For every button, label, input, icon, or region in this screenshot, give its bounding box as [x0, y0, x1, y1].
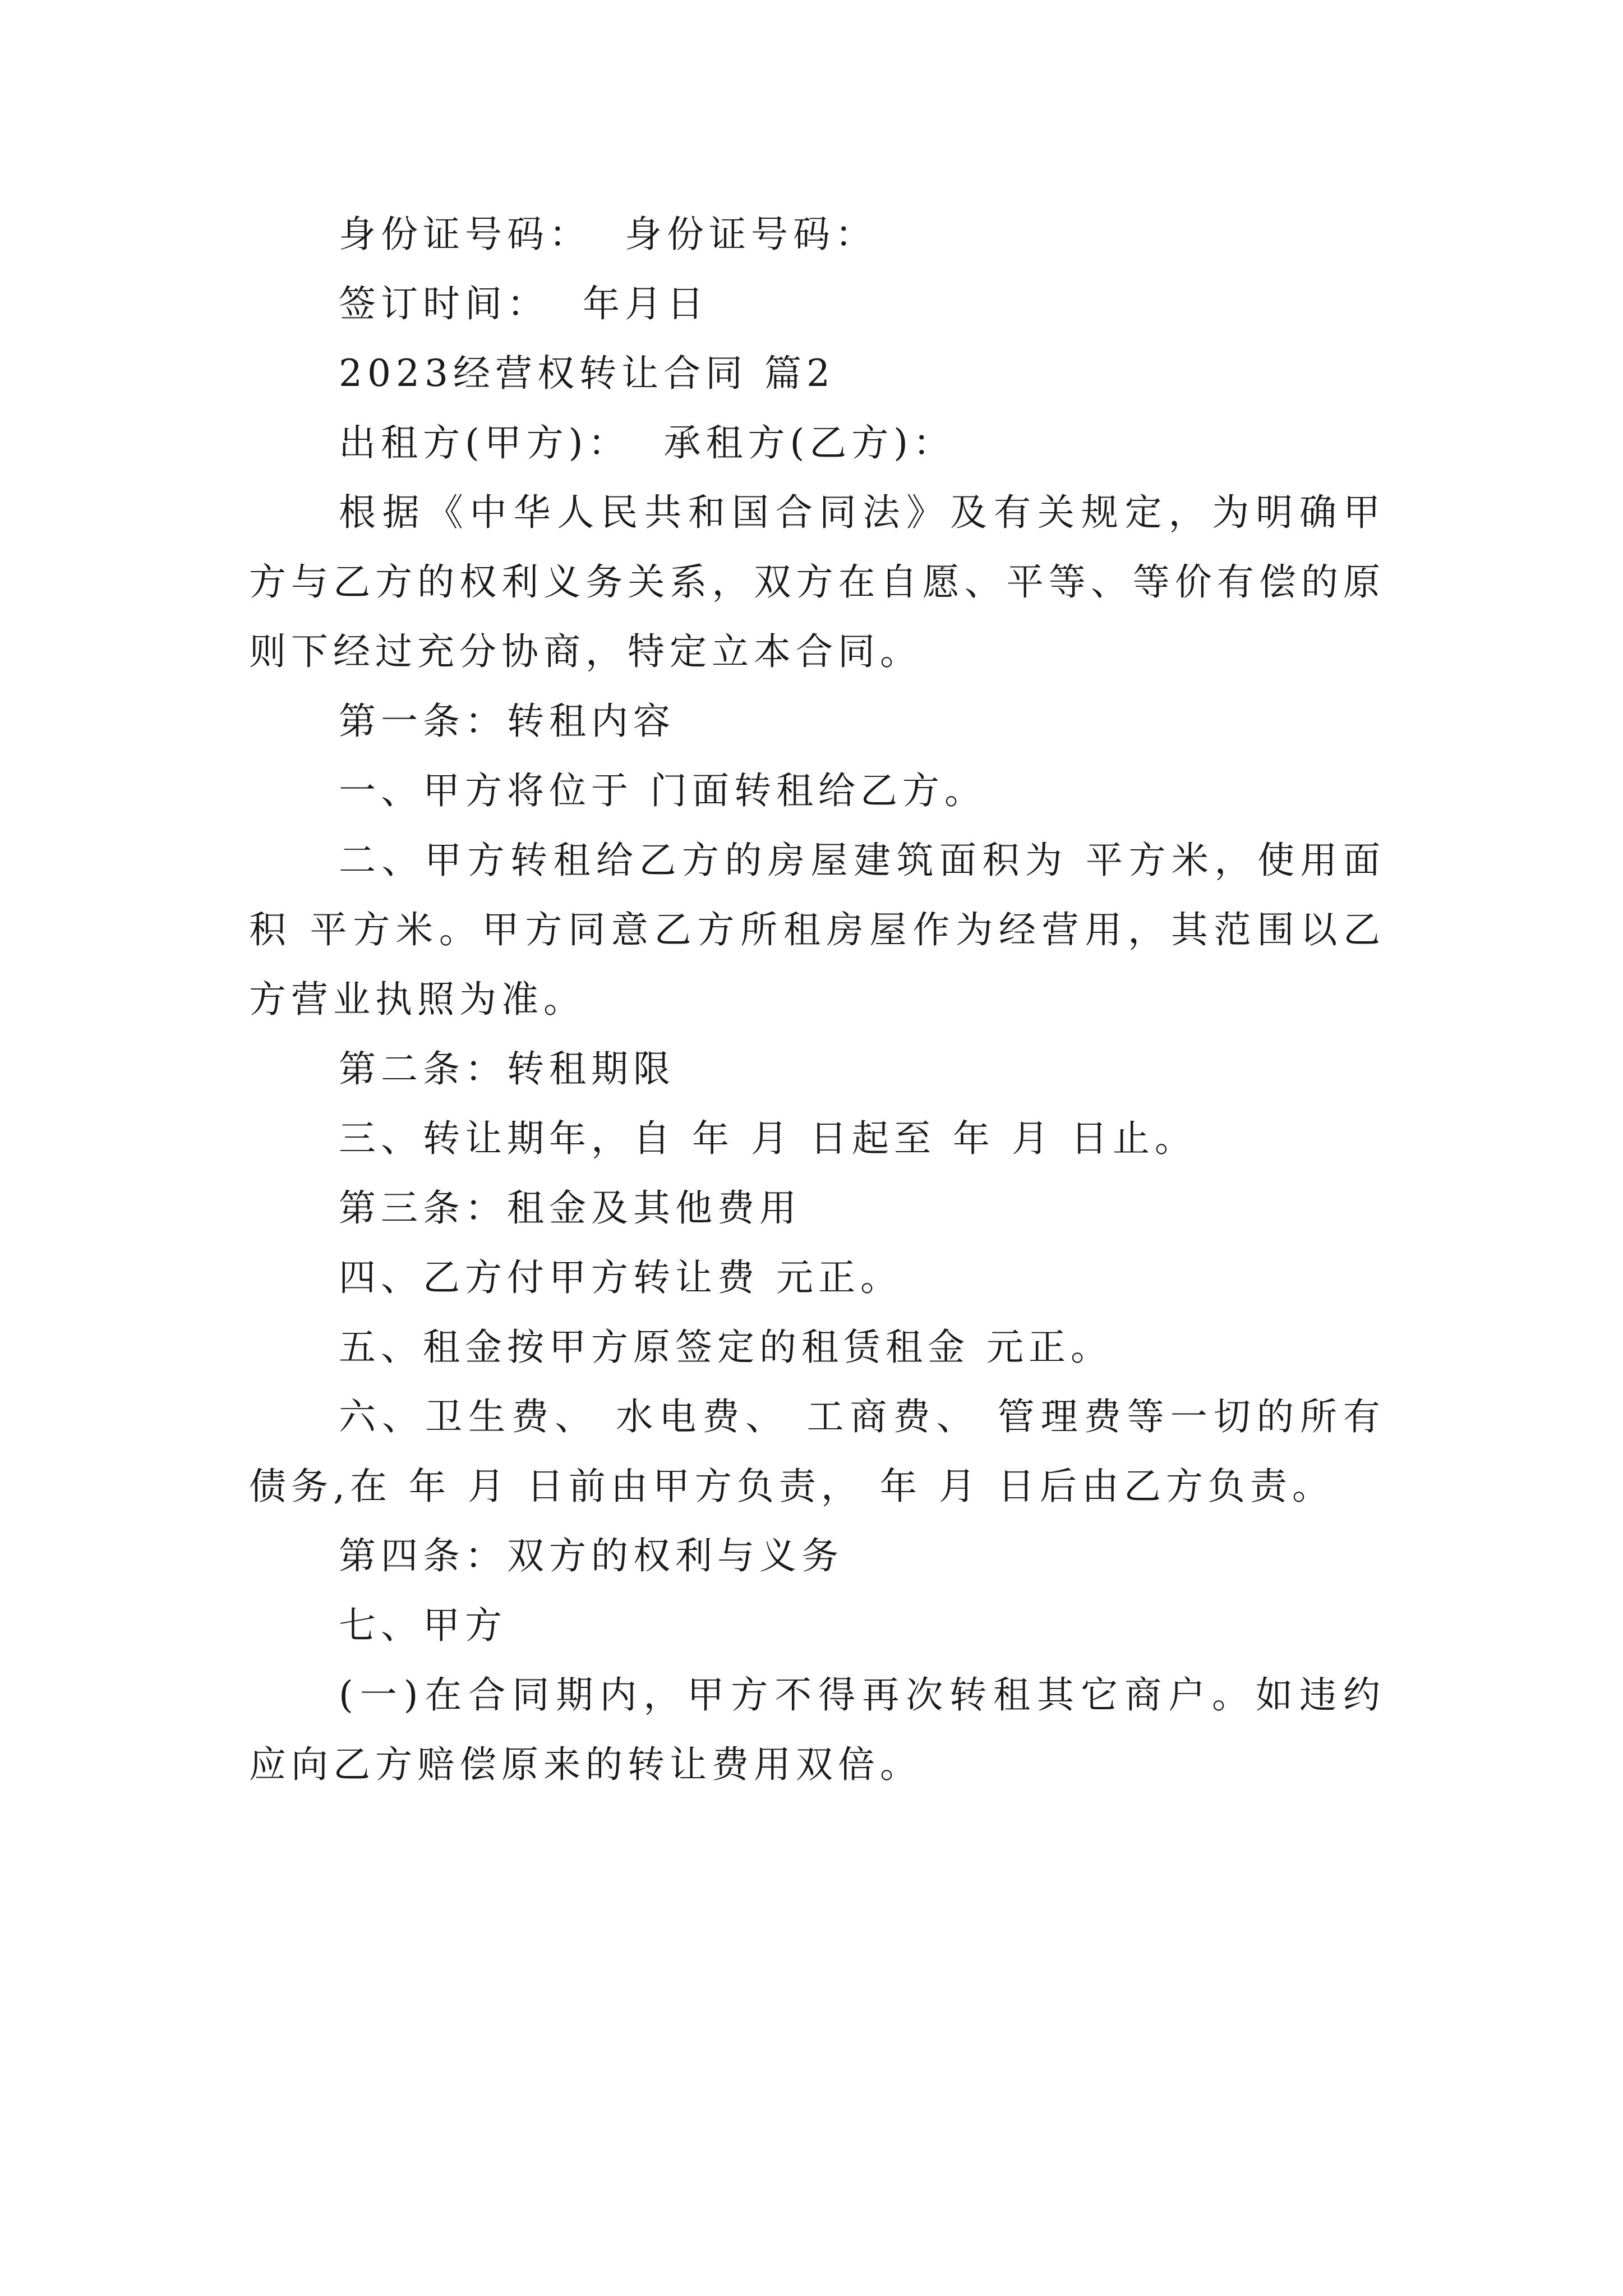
- article-1-heading: 第一条：转租内容: [339, 700, 675, 743]
- clause-6: 六、卫生费、 水电费、 工商费、 管理费等一切的所有债务,在 年 月 日前由甲方负责， 年 月 日后由乙方负责。: [249, 1395, 1385, 1508]
- clause-3: 三、转让期年，自 年 月 日起至 年 月 日止。: [339, 1117, 1197, 1160]
- preamble-paragraph: 根据《中华人民共和国合同法》及有关规定，为明确甲方与乙方的权利义务关系，双方在自愿、平等、等价有偿的原则下经过充分协商，特定立本合同。: [249, 491, 1385, 673]
- signing-date-line: 签订时间： 年月日: [339, 282, 709, 325]
- clause-4: 四、乙方付甲方转让费 元正。: [339, 1256, 902, 1299]
- clause-5: 五、租金按甲方原签定的租赁租金 元正。: [339, 1326, 1113, 1369]
- id-number-line: 身份证号码： 身份证号码：: [339, 213, 877, 256]
- article-3-heading: 第三条：租金及其他费用: [339, 1186, 801, 1230]
- article-2-heading: 第二条：转租期限: [339, 1047, 675, 1091]
- contract-title: 2023经营权转让合同 篇2: [339, 352, 835, 395]
- parties-line: 出租方(甲方)： 承租方(乙方)：: [339, 421, 955, 464]
- clause-2: 二、甲方转租给乙方的房屋建筑面积为 平方米，使用面积 平方米。甲方同意乙方所租房屋作为经营用，其范围以乙方营业执照为准。: [249, 839, 1385, 1021]
- clause-7-subitem-1: (一)在合同期内，甲方不得再次转租其它商户。如违约应向乙方赔偿原来的转让费用双倍。: [249, 1673, 1385, 1786]
- document-body: [249, 200, 1385, 1800]
- clause-7: 七、甲方: [339, 1604, 507, 1647]
- clause-1: 一、甲方将位于 门面转租给乙方。: [339, 769, 986, 812]
- article-4-heading: 第四条：双方的权利与义务: [339, 1534, 843, 1577]
